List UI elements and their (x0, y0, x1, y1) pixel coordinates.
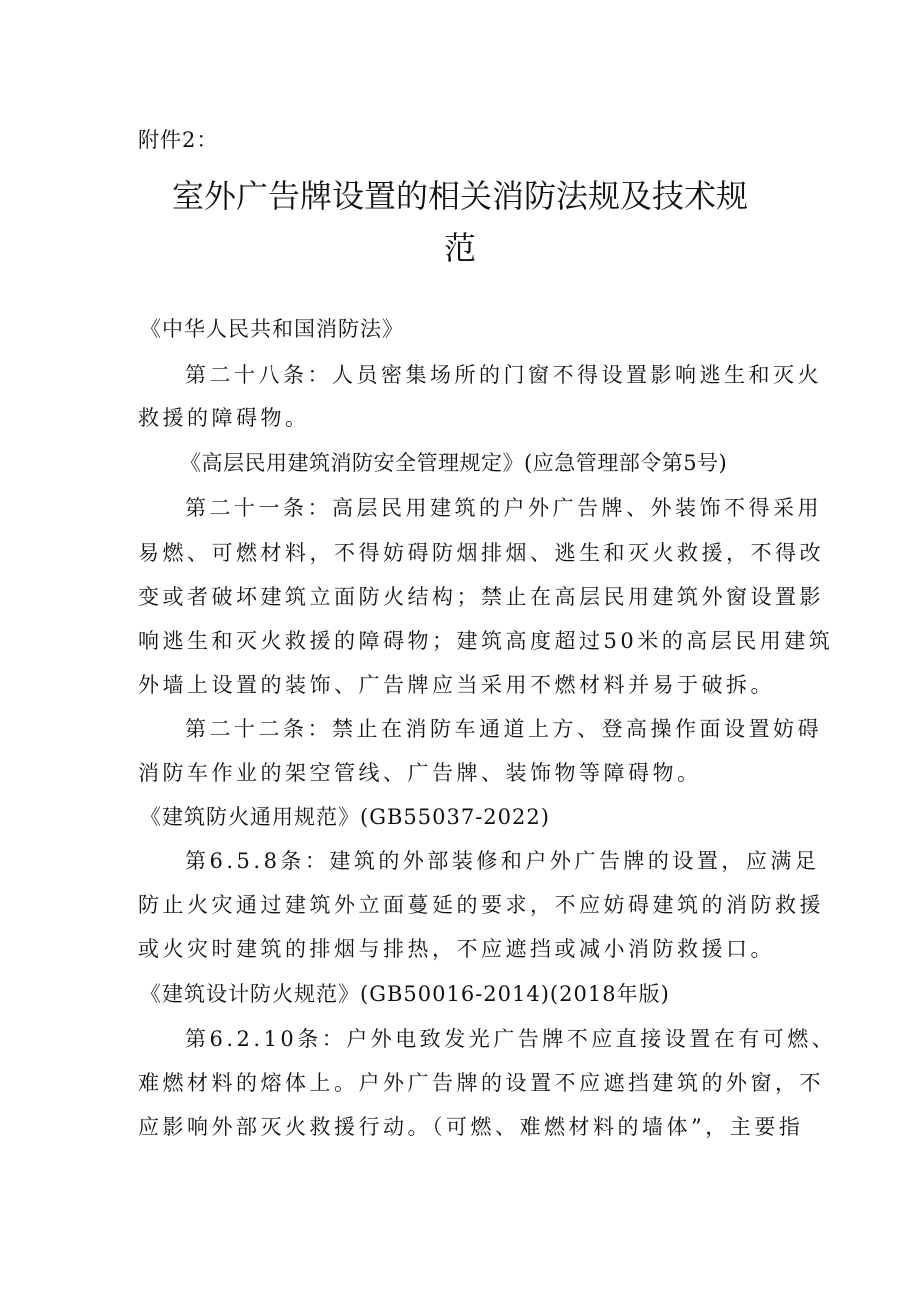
document-title-line-2: 范 (443, 229, 476, 267)
article-21-line-4: 响逃生和灭火救援的障碍物；建筑高度超过50米的高层民用建筑 (138, 629, 834, 653)
article-21-line-3: 变或者破坏建筑立面防火结构；禁止在高层民用建筑外窗设置影 (138, 585, 824, 609)
article-21-line-5: 外墙上设置的装饰、广告牌应当采用不燃材料并易于破拆。 (138, 673, 775, 697)
law-title-highrise-regulation: 《高层民用建筑消防安全管理规定》(应急管理部令第5号) (180, 451, 728, 475)
article-6-5-8-line-3: 或火灾时建筑的排烟与排热，不应遮挡或减小消防救援口。 (138, 937, 775, 961)
document-title-line-1: 室外广告牌设置的相关消防法规及技术规 (171, 177, 748, 215)
article-6-2-10-line-2: 难燃材料的熔体上。户外广告牌的设置不应遮挡建筑的外窗，不 (138, 1071, 824, 1095)
article-6-5-8-line-2: 防止火灾通过建筑外立面蔓延的要求，不应妨碍建筑的消防救援 (138, 893, 824, 917)
article-22-line-1: 第二十二条：禁止在消防车通道上方、登高操作面设置妨碍 (185, 717, 822, 741)
article-28-line-1: 第二十八条：人员密集场所的门窗不得设置影响逃生和灭火 (185, 363, 822, 387)
article-21-line-1: 第二十一条：高层民用建筑的户外广告牌、外装饰不得采用 (185, 496, 822, 520)
law-title-general-code: 《建筑防火通用规范》(GB55037-2022) (140, 805, 550, 829)
law-title-design-code: 《建筑设计防火规范》(GB50016-2014)(2018年版) (140, 982, 670, 1006)
article-28-line-2: 救援的障碍物。 (138, 406, 310, 430)
article-22-line-2: 消防车作业的架空管线、广告牌、装饰物等障碍物。 (138, 761, 702, 785)
law-title-fire-law: 《中华人民共和国消防法》 (140, 317, 404, 341)
article-6-5-8-line-1: 第6.5.8条：建筑的外部装修和户外广告牌的设置，应满足 (185, 849, 820, 873)
article-6-2-10-line-3: 应影响外部灭火救援行动。（可燃、难燃材料的墙体”，主要指 (138, 1115, 804, 1139)
article-21-line-2: 易燃、可燃材料，不得妨碍防烟排烟、逃生和灭火救援，不得改 (138, 541, 824, 565)
attachment-label: 附件2： (138, 128, 219, 152)
article-6-2-10-line-1: 第6.2.10条：户外电致发光广告牌不应直接设置在有可燃、 (185, 1027, 837, 1051)
